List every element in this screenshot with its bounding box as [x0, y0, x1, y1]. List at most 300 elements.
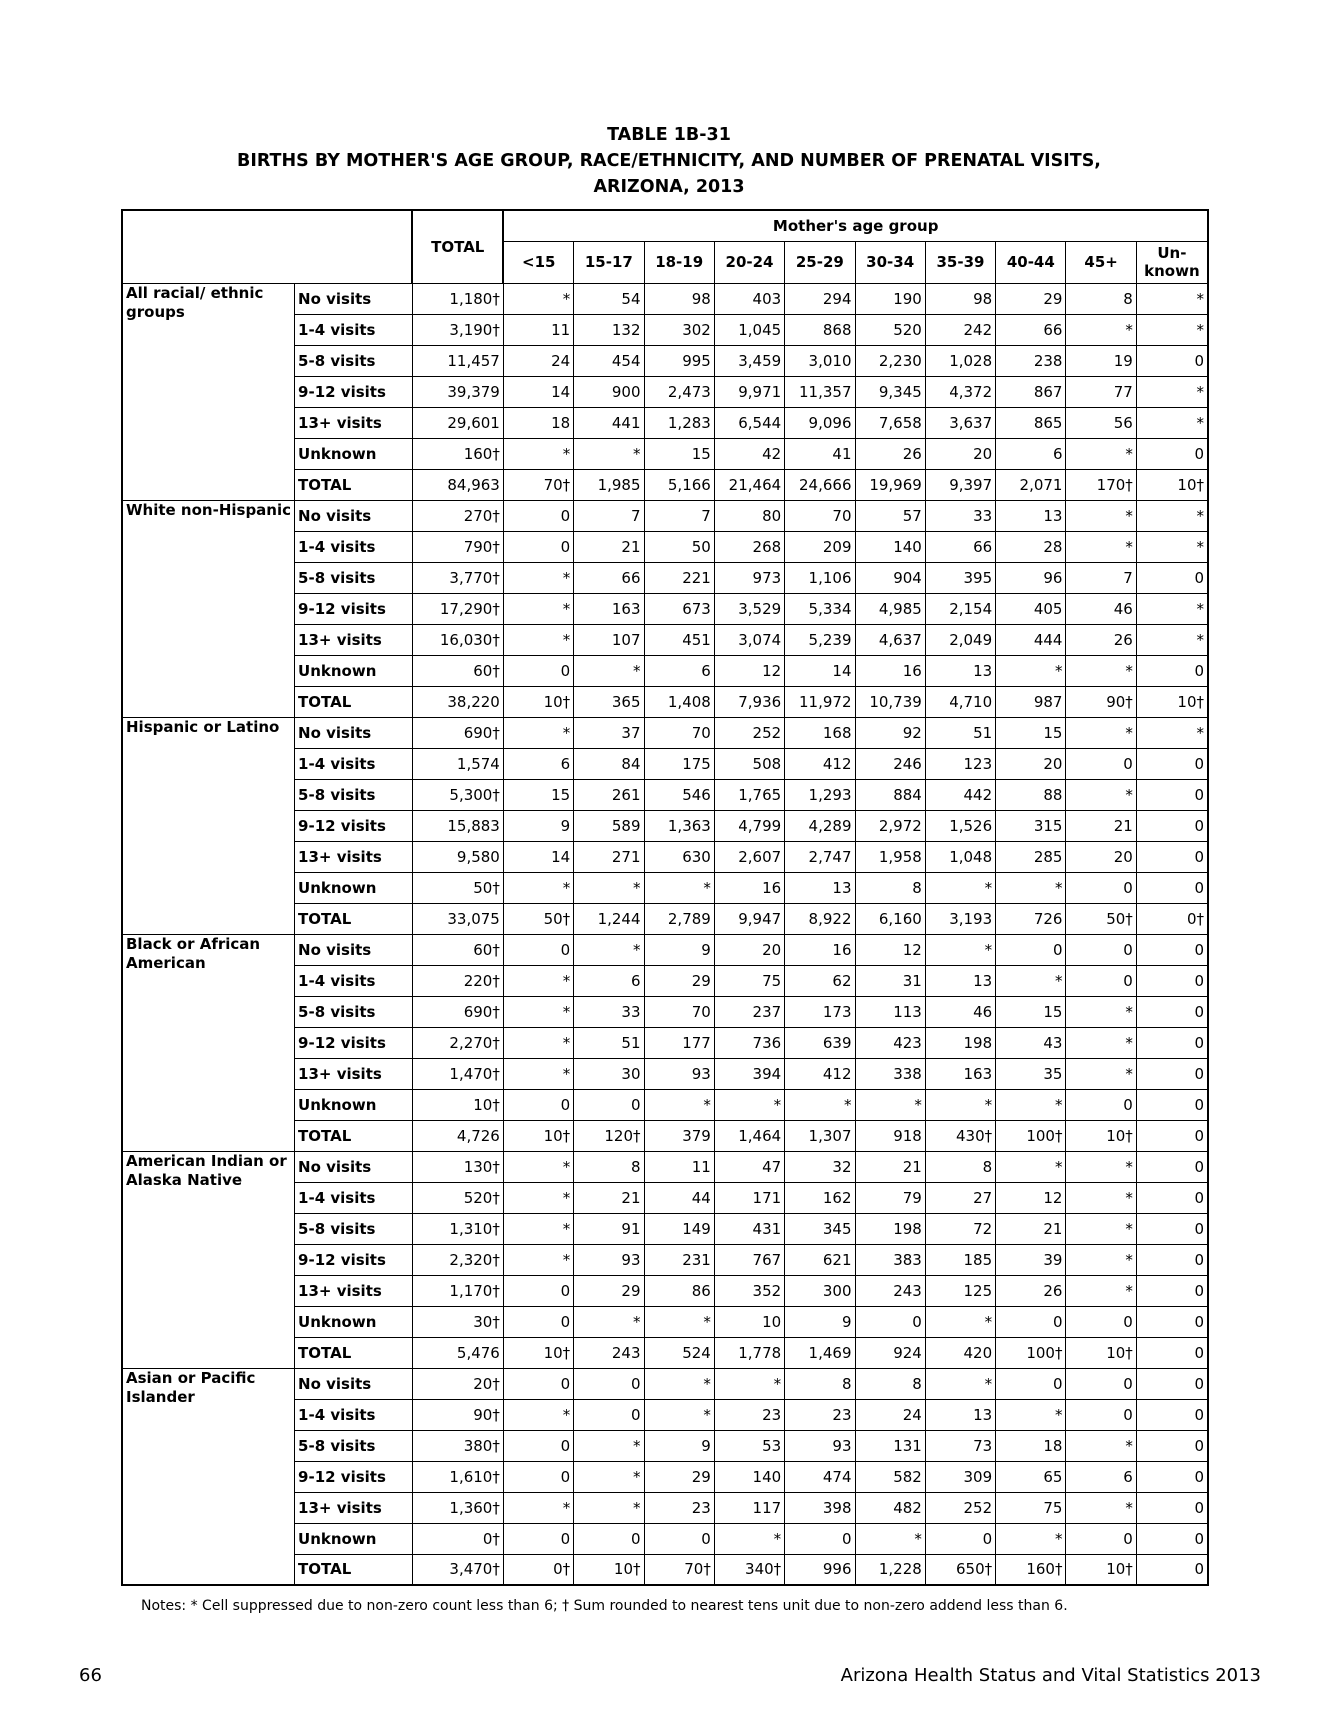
visit-label: No visits: [295, 1368, 413, 1399]
value-cell: *: [1066, 717, 1136, 748]
total-cell: 4,726: [412, 1120, 503, 1151]
value-cell: *: [785, 1089, 855, 1120]
value-cell: 0: [1136, 345, 1208, 376]
value-cell: 9,397: [925, 469, 995, 500]
value-cell: 412: [785, 1058, 855, 1089]
value-cell: 0: [1136, 1430, 1208, 1461]
value-cell: 0: [1136, 1368, 1208, 1399]
value-cell: 170†: [1066, 469, 1136, 500]
value-cell: 75: [996, 1492, 1066, 1523]
total-cell: 84,963: [412, 469, 503, 500]
value-cell: 865: [996, 407, 1066, 438]
value-cell: 0: [503, 1368, 573, 1399]
total-cell: 5,300†: [412, 779, 503, 810]
value-cell: 582: [855, 1461, 925, 1492]
value-cell: 302: [644, 314, 714, 345]
table-body: [122, 283, 1208, 1585]
value-cell: 13: [996, 500, 1066, 531]
total-cell: 160†: [412, 438, 503, 469]
header-age-col: 15-17: [574, 241, 644, 283]
value-cell: *: [1066, 655, 1136, 686]
value-cell: 268: [714, 531, 784, 562]
value-cell: 4,799: [714, 810, 784, 841]
value-cell: 1,526: [925, 810, 995, 841]
visit-label: 5-8 visits: [295, 779, 413, 810]
visit-label: TOTAL: [295, 1337, 413, 1368]
visit-label: 9-12 visits: [295, 1244, 413, 1275]
value-cell: 53: [714, 1430, 784, 1461]
value-cell: 20: [925, 438, 995, 469]
value-cell: *: [1066, 1058, 1136, 1089]
header-age-col: Un-known: [1136, 241, 1208, 283]
value-cell: 3,529: [714, 593, 784, 624]
value-cell: 73: [925, 1430, 995, 1461]
value-cell: 0†: [503, 1554, 573, 1585]
value-cell: 7: [574, 500, 644, 531]
visit-label: 5-8 visits: [295, 562, 413, 593]
value-cell: 0: [1136, 1492, 1208, 1523]
value-cell: 8: [574, 1151, 644, 1182]
value-cell: 3,074: [714, 624, 784, 655]
value-cell: 918: [855, 1120, 925, 1151]
value-cell: 20: [996, 748, 1066, 779]
value-cell: 16: [714, 872, 784, 903]
value-cell: 100†: [996, 1120, 1066, 1151]
visit-label: 13+ visits: [295, 841, 413, 872]
header-age-col: 25-29: [785, 241, 855, 283]
value-cell: 6: [1066, 1461, 1136, 1492]
value-cell: 231: [644, 1244, 714, 1275]
visit-label: 13+ visits: [295, 1058, 413, 1089]
visit-label: 1-4 visits: [295, 1399, 413, 1430]
visit-label: 9-12 visits: [295, 1027, 413, 1058]
value-cell: 2,607: [714, 841, 784, 872]
table-title-line-2: BIRTHS BY MOTHER'S AGE GROUP, RACE/ETHNICITY, AND NUMBER OF PRENATAL VISITS,: [237, 151, 1101, 171]
value-cell: 162: [785, 1182, 855, 1213]
value-cell: 8: [855, 1368, 925, 1399]
value-cell: 6: [996, 438, 1066, 469]
value-cell: 0: [1136, 1151, 1208, 1182]
value-cell: 0: [1066, 1089, 1136, 1120]
value-cell: 5,166: [644, 469, 714, 500]
value-cell: 2,071: [996, 469, 1066, 500]
header-blank: [122, 210, 412, 283]
value-cell: 0: [1066, 934, 1136, 965]
table-row: [122, 1151, 1208, 1182]
value-cell: *: [503, 1213, 573, 1244]
value-cell: 0†: [1136, 903, 1208, 934]
total-cell: 30†: [412, 1306, 503, 1337]
value-cell: 0: [1136, 1306, 1208, 1337]
value-cell: 175: [644, 748, 714, 779]
total-cell: 5,476: [412, 1337, 503, 1368]
visit-label: TOTAL: [295, 1120, 413, 1151]
value-cell: 41: [785, 438, 855, 469]
value-cell: *: [503, 1058, 573, 1089]
value-cell: 32: [785, 1151, 855, 1182]
value-cell: 198: [855, 1213, 925, 1244]
value-cell: 13: [785, 872, 855, 903]
value-cell: *: [855, 1089, 925, 1120]
value-cell: 44: [644, 1182, 714, 1213]
visit-label: 9-12 visits: [295, 376, 413, 407]
total-cell: 9,580: [412, 841, 503, 872]
value-cell: 0: [503, 531, 573, 562]
value-cell: *: [574, 934, 644, 965]
total-cell: 1,360†: [412, 1492, 503, 1523]
value-cell: 0: [574, 1523, 644, 1554]
page-number: 66: [79, 1665, 102, 1686]
value-cell: 0: [1136, 1523, 1208, 1554]
value-cell: 79: [855, 1182, 925, 1213]
value-cell: 252: [925, 1492, 995, 1523]
visit-label: No visits: [295, 717, 413, 748]
value-cell: 261: [574, 779, 644, 810]
value-cell: 0: [1136, 810, 1208, 841]
value-cell: *: [503, 438, 573, 469]
value-cell: 243: [574, 1337, 644, 1368]
value-cell: 57: [855, 500, 925, 531]
value-cell: *: [574, 438, 644, 469]
total-cell: 1,470†: [412, 1058, 503, 1089]
value-cell: 338: [855, 1058, 925, 1089]
value-cell: 673: [644, 593, 714, 624]
value-cell: 6: [644, 655, 714, 686]
value-cell: 345: [785, 1213, 855, 1244]
value-cell: 0: [1136, 1337, 1208, 1368]
total-cell: 50†: [412, 872, 503, 903]
value-cell: *: [503, 593, 573, 624]
value-cell: 0: [1136, 748, 1208, 779]
value-cell: 23: [644, 1492, 714, 1523]
total-cell: 10†: [412, 1089, 503, 1120]
group-label: Asian or Pacific Islander: [122, 1368, 295, 1585]
value-cell: 8: [855, 872, 925, 903]
visit-label: 5-8 visits: [295, 1430, 413, 1461]
table-notes: Notes: * Cell suppressed due to non-zero count less than 6; † Sum rounded to nearest tens unit due to non-zero addend less than 6.: [141, 1598, 1068, 1614]
value-cell: 70: [644, 717, 714, 748]
value-cell: 117: [714, 1492, 784, 1523]
value-cell: 1,028: [925, 345, 995, 376]
value-cell: 14: [503, 841, 573, 872]
total-cell: 60†: [412, 655, 503, 686]
value-cell: 0: [1136, 1244, 1208, 1275]
value-cell: 7,658: [855, 407, 925, 438]
value-cell: 26: [855, 438, 925, 469]
visit-label: 1-4 visits: [295, 748, 413, 779]
visit-label: 5-8 visits: [295, 996, 413, 1027]
value-cell: 238: [996, 345, 1066, 376]
value-cell: 0: [503, 934, 573, 965]
value-cell: 995: [644, 345, 714, 376]
total-cell: 3,470†: [412, 1554, 503, 1585]
value-cell: 868: [785, 314, 855, 345]
value-cell: 10†: [1066, 1337, 1136, 1368]
value-cell: 21,464: [714, 469, 784, 500]
value-cell: 4,710: [925, 686, 995, 717]
value-cell: 383: [855, 1244, 925, 1275]
total-cell: 1,170†: [412, 1275, 503, 1306]
value-cell: 84: [574, 748, 644, 779]
visit-label: 9-12 visits: [295, 593, 413, 624]
value-cell: 43: [996, 1027, 1066, 1058]
value-cell: 252: [714, 717, 784, 748]
value-cell: 24: [503, 345, 573, 376]
value-cell: *: [503, 965, 573, 996]
value-cell: 3,193: [925, 903, 995, 934]
value-cell: 0: [1136, 655, 1208, 686]
visit-label: TOTAL: [295, 903, 413, 934]
value-cell: 123: [925, 748, 995, 779]
value-cell: 630: [644, 841, 714, 872]
value-cell: 0: [996, 1306, 1066, 1337]
value-cell: 98: [925, 283, 995, 314]
value-cell: 11: [644, 1151, 714, 1182]
value-cell: 6,544: [714, 407, 784, 438]
visit-label: 5-8 visits: [295, 1213, 413, 1244]
value-cell: 1,778: [714, 1337, 784, 1368]
total-cell: 2,270†: [412, 1027, 503, 1058]
value-cell: 100†: [996, 1337, 1066, 1368]
value-cell: 0: [996, 934, 1066, 965]
value-cell: *: [574, 1461, 644, 1492]
value-cell: 23: [785, 1399, 855, 1430]
value-cell: *: [1136, 283, 1208, 314]
table-title-line-3: ARIZONA, 2013: [593, 177, 745, 197]
value-cell: *: [1066, 779, 1136, 810]
total-cell: 520†: [412, 1182, 503, 1213]
value-cell: 13: [925, 655, 995, 686]
visit-label: 9-12 visits: [295, 810, 413, 841]
value-cell: 70: [644, 996, 714, 1027]
value-cell: 131: [855, 1430, 925, 1461]
total-cell: 20†: [412, 1368, 503, 1399]
visit-label: Unknown: [295, 1523, 413, 1554]
value-cell: 0: [1136, 779, 1208, 810]
value-cell: 10†: [574, 1554, 644, 1585]
value-cell: 163: [574, 593, 644, 624]
value-cell: 42: [714, 438, 784, 469]
value-cell: 14: [785, 655, 855, 686]
value-cell: *: [574, 1430, 644, 1461]
visit-label: 13+ visits: [295, 407, 413, 438]
value-cell: *: [503, 996, 573, 1027]
value-cell: 9,345: [855, 376, 925, 407]
value-cell: 474: [785, 1461, 855, 1492]
value-cell: *: [1066, 1275, 1136, 1306]
value-cell: 0: [1136, 965, 1208, 996]
value-cell: 2,747: [785, 841, 855, 872]
value-cell: 10†: [1136, 469, 1208, 500]
value-cell: 26: [996, 1275, 1066, 1306]
value-cell: 92: [855, 717, 925, 748]
value-cell: 50†: [503, 903, 573, 934]
value-cell: 442: [925, 779, 995, 810]
value-cell: *: [503, 283, 573, 314]
value-cell: 520: [855, 314, 925, 345]
value-cell: *: [1066, 1027, 1136, 1058]
value-cell: 75: [714, 965, 784, 996]
value-cell: 726: [996, 903, 1066, 934]
group-label: Hispanic or Latino: [122, 717, 295, 934]
value-cell: 10†: [503, 686, 573, 717]
visit-label: 9-12 visits: [295, 1461, 413, 1492]
value-cell: 15: [996, 717, 1066, 748]
value-cell: 16: [785, 934, 855, 965]
total-cell: 90†: [412, 1399, 503, 1430]
value-cell: 149: [644, 1213, 714, 1244]
total-cell: 1,310†: [412, 1213, 503, 1244]
value-cell: 26: [1066, 624, 1136, 655]
value-cell: 2,473: [644, 376, 714, 407]
table-row: [122, 1368, 1208, 1399]
value-cell: *: [996, 872, 1066, 903]
value-cell: 10: [714, 1306, 784, 1337]
value-cell: *: [574, 1306, 644, 1337]
value-cell: *: [714, 1089, 784, 1120]
value-cell: 15: [503, 779, 573, 810]
value-cell: 113: [855, 996, 925, 1027]
value-cell: 47: [714, 1151, 784, 1182]
value-cell: 365: [574, 686, 644, 717]
visit-label: TOTAL: [295, 1554, 413, 1585]
value-cell: 21: [1066, 810, 1136, 841]
value-cell: 24,666: [785, 469, 855, 500]
value-cell: 0: [1136, 841, 1208, 872]
value-cell: 7,936: [714, 686, 784, 717]
value-cell: *: [1136, 407, 1208, 438]
value-cell: 398: [785, 1492, 855, 1523]
value-cell: 140: [855, 531, 925, 562]
value-cell: *: [925, 1368, 995, 1399]
value-cell: 403: [714, 283, 784, 314]
total-cell: 11,457: [412, 345, 503, 376]
value-cell: 900: [574, 376, 644, 407]
value-cell: *: [1066, 531, 1136, 562]
value-cell: 0: [1136, 438, 1208, 469]
value-cell: *: [996, 965, 1066, 996]
value-cell: 589: [574, 810, 644, 841]
visit-label: No visits: [295, 283, 413, 314]
value-cell: 996: [785, 1554, 855, 1585]
value-cell: 451: [644, 624, 714, 655]
value-cell: *: [714, 1523, 784, 1554]
value-cell: 9,971: [714, 376, 784, 407]
value-cell: 1,293: [785, 779, 855, 810]
value-cell: 66: [574, 562, 644, 593]
value-cell: *: [503, 717, 573, 748]
value-cell: 29: [996, 283, 1066, 314]
value-cell: *: [1136, 717, 1208, 748]
value-cell: 1,765: [714, 779, 784, 810]
value-cell: *: [1136, 376, 1208, 407]
value-cell: 441: [574, 407, 644, 438]
header-age-col: 45+: [1066, 241, 1136, 283]
group-label: American Indian or Alaska Native: [122, 1151, 295, 1368]
value-cell: 10†: [503, 1120, 573, 1151]
value-cell: 15: [644, 438, 714, 469]
value-cell: 91: [574, 1213, 644, 1244]
value-cell: *: [503, 1244, 573, 1275]
value-cell: 140: [714, 1461, 784, 1492]
visit-label: 1-4 visits: [295, 965, 413, 996]
visit-label: 13+ visits: [295, 1492, 413, 1523]
total-cell: 0†: [412, 1523, 503, 1554]
value-cell: 246: [855, 748, 925, 779]
value-cell: 35: [996, 1058, 1066, 1089]
value-cell: 21: [574, 1182, 644, 1213]
value-cell: 209: [785, 531, 855, 562]
value-cell: 46: [925, 996, 995, 1027]
value-cell: 309: [925, 1461, 995, 1492]
total-cell: 380†: [412, 1430, 503, 1461]
value-cell: 50†: [1066, 903, 1136, 934]
value-cell: 420: [925, 1337, 995, 1368]
total-cell: 16,030†: [412, 624, 503, 655]
value-cell: 33: [925, 500, 995, 531]
value-cell: 271: [574, 841, 644, 872]
group-label: All racial/ ethnic groups: [122, 283, 295, 500]
total-cell: 130†: [412, 1151, 503, 1182]
value-cell: 54: [574, 283, 644, 314]
value-cell: 0: [503, 1430, 573, 1461]
value-cell: 884: [855, 779, 925, 810]
value-cell: 8: [925, 1151, 995, 1182]
value-cell: 65: [996, 1461, 1066, 1492]
total-cell: 60†: [412, 934, 503, 965]
value-cell: 243: [855, 1275, 925, 1306]
value-cell: 237: [714, 996, 784, 1027]
value-cell: *: [574, 655, 644, 686]
value-cell: 0: [574, 1368, 644, 1399]
value-cell: 394: [714, 1058, 784, 1089]
total-cell: 3,190†: [412, 314, 503, 345]
value-cell: 70†: [503, 469, 573, 500]
value-cell: 72: [925, 1213, 995, 1244]
value-cell: 66: [925, 531, 995, 562]
value-cell: 0: [644, 1523, 714, 1554]
visit-label: Unknown: [295, 872, 413, 903]
value-cell: 10†: [503, 1337, 573, 1368]
value-cell: 70†: [644, 1554, 714, 1585]
value-cell: *: [1066, 314, 1136, 345]
value-cell: 51: [574, 1027, 644, 1058]
value-cell: 12: [996, 1182, 1066, 1213]
value-cell: 4,289: [785, 810, 855, 841]
value-cell: 14: [503, 376, 573, 407]
table-row: [122, 283, 1208, 314]
value-cell: 0: [1136, 1213, 1208, 1244]
value-cell: 21: [855, 1151, 925, 1182]
value-cell: *: [1136, 314, 1208, 345]
total-cell: 33,075: [412, 903, 503, 934]
value-cell: *: [996, 1151, 1066, 1182]
total-cell: 270†: [412, 500, 503, 531]
value-cell: 0: [503, 1089, 573, 1120]
value-cell: 10†: [1066, 1554, 1136, 1585]
total-cell: 39,379: [412, 376, 503, 407]
value-cell: 21: [996, 1213, 1066, 1244]
visit-label: 13+ visits: [295, 1275, 413, 1306]
value-cell: 12: [714, 655, 784, 686]
value-cell: 300: [785, 1275, 855, 1306]
value-cell: 0: [1136, 1089, 1208, 1120]
header-age-col: 35-39: [925, 241, 995, 283]
visit-label: TOTAL: [295, 469, 413, 500]
value-cell: 0: [1136, 1120, 1208, 1151]
value-cell: 3,010: [785, 345, 855, 376]
value-cell: 19: [1066, 345, 1136, 376]
